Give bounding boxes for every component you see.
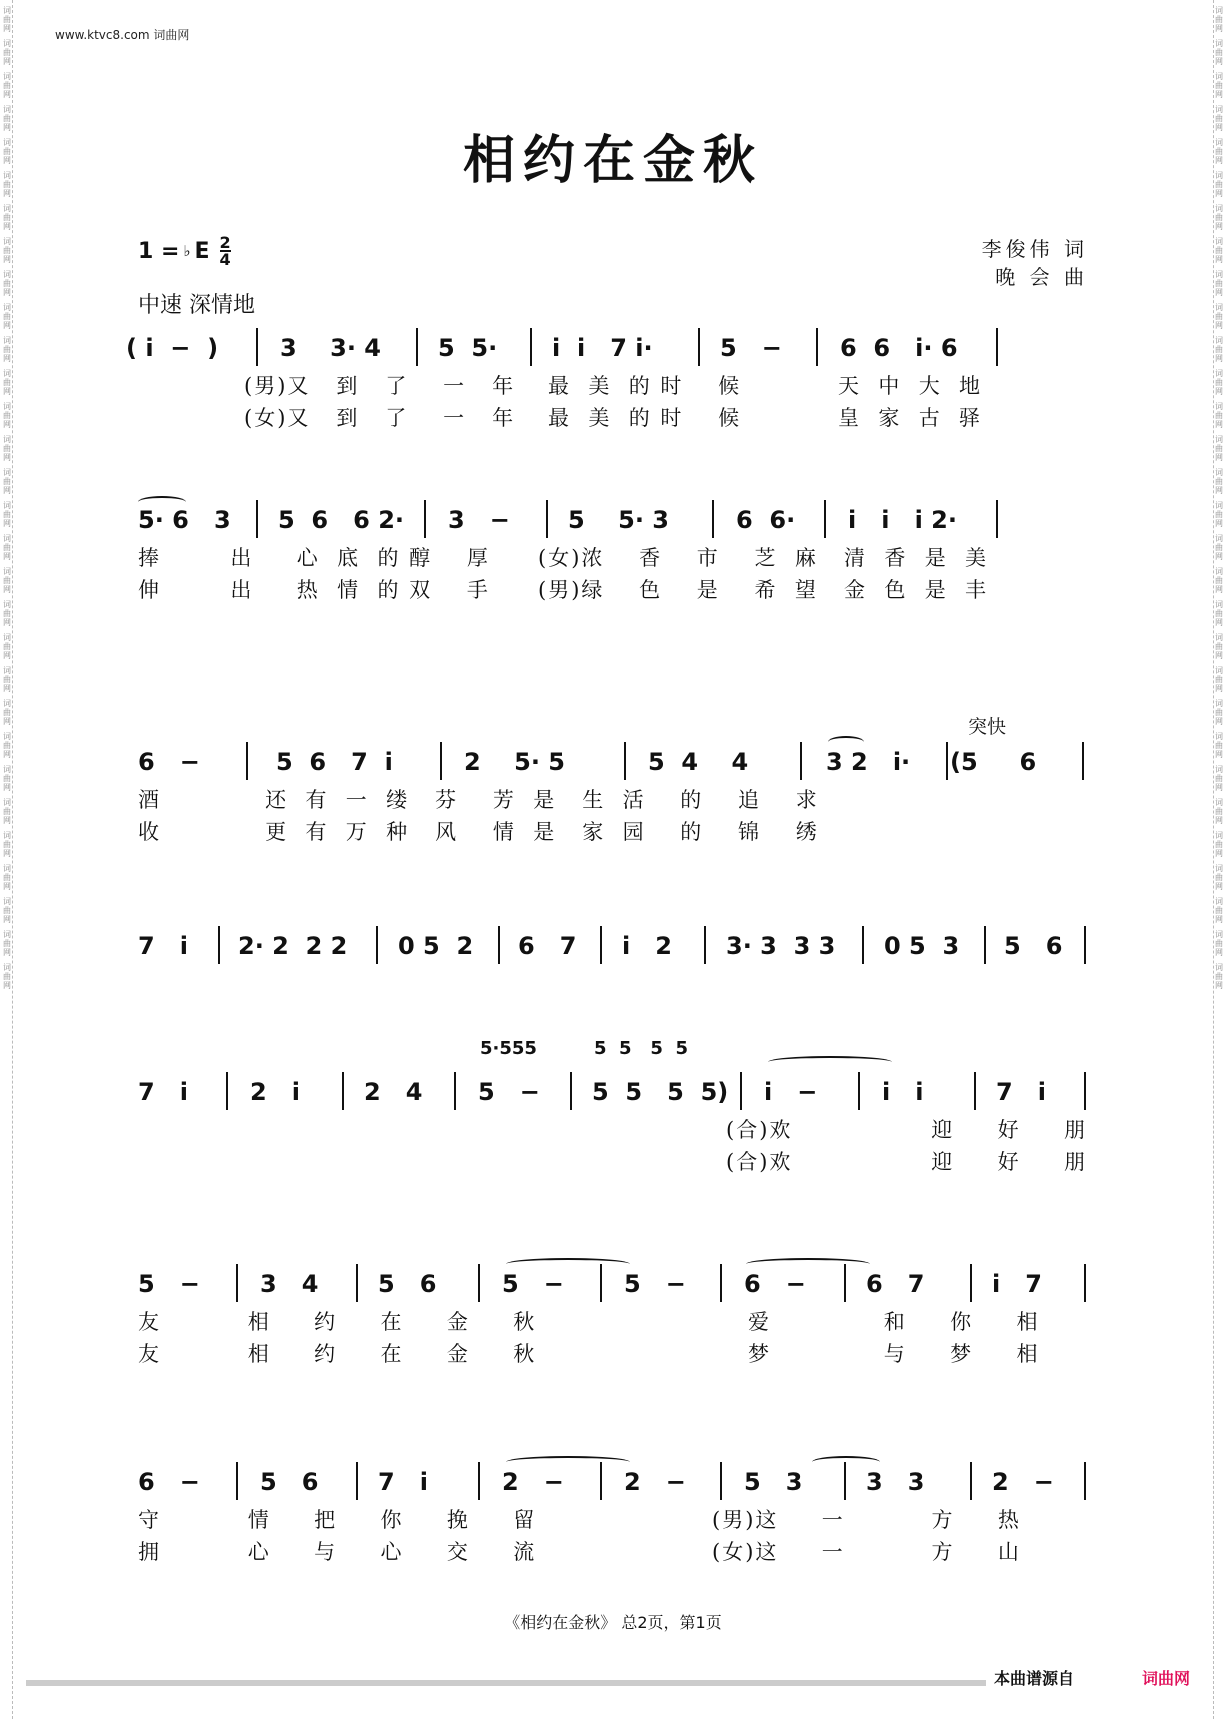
barline <box>704 926 706 964</box>
measure: 6 − <box>138 748 200 776</box>
lyric-phrase: 金 色 是 丰 <box>844 578 989 602</box>
barline <box>530 328 532 366</box>
lyric-phrase: 收 更 有 万 种 风 情 是 家 园 的 锦 绣 <box>138 820 819 844</box>
barline <box>246 742 248 780</box>
barline <box>226 1072 228 1110</box>
watermark-text: 词曲网 <box>1214 798 1224 825</box>
lyric-phrase: (女)又 到 了 一 年 <box>244 406 516 430</box>
measure: 3 3 <box>866 1468 925 1496</box>
measure: 5 − <box>138 1270 200 1298</box>
barline <box>376 926 378 964</box>
measure: 0 5 3 <box>884 932 960 960</box>
credits <box>982 235 1088 291</box>
measure: i i 7 i· <box>552 334 653 362</box>
watermark-text: 词曲网 <box>2 699 12 726</box>
barline <box>1084 926 1086 964</box>
watermark-text: 词曲网 <box>2 567 12 594</box>
measure: 2 − <box>992 1468 1054 1496</box>
watermark-text: 词曲网 <box>2 930 12 957</box>
footer-rule <box>26 1680 986 1686</box>
watermark-text: 词曲网 <box>2 600 12 627</box>
watermark-text: 词曲网 <box>2 798 12 825</box>
slur <box>768 1056 892 1068</box>
watermark-text: 词曲网 <box>1214 39 1224 66</box>
barline <box>698 328 700 366</box>
margin-watermark-right <box>1213 0 1224 1719</box>
lyric-phrase: (女)这 一 方 山 <box>712 1540 1021 1564</box>
barline <box>236 1264 238 1302</box>
lyric-phrase: 最 美 的 时 候 <box>548 406 742 430</box>
watermark-text: 词曲网 <box>1214 72 1224 99</box>
lyric-phrase: (男)这 一 方 热 <box>712 1508 1021 1532</box>
watermark-text: 词曲网 <box>2 369 12 396</box>
barline <box>1084 1462 1086 1500</box>
score-line-6 <box>138 1262 1090 1370</box>
watermark-text: 词曲网 <box>2 237 12 264</box>
watermark-text: 词曲网 <box>2 633 12 660</box>
watermark-text: 词曲网 <box>1214 468 1224 495</box>
lyrics-verse-1 <box>138 1306 1090 1338</box>
margin-watermark-left <box>2 0 13 1719</box>
score-line-2 <box>138 498 1090 606</box>
barline <box>498 926 500 964</box>
barline <box>546 500 548 538</box>
notes-row <box>138 1460 1090 1504</box>
key-prefix: 1 = <box>138 238 180 264</box>
watermark-text: 词曲网 <box>1214 6 1224 33</box>
barline <box>858 1072 860 1110</box>
watermark-text: 词曲网 <box>2 435 12 462</box>
barline <box>600 1264 602 1302</box>
measure: 6 7 <box>866 1270 925 1298</box>
barline <box>844 1264 846 1302</box>
barline <box>454 1072 456 1110</box>
barline <box>600 1462 602 1500</box>
watermark-text: 词曲网 <box>2 6 12 33</box>
watermark-text: 词曲网 <box>1214 864 1224 891</box>
barline <box>816 328 818 366</box>
measure: 5 − <box>502 1270 564 1298</box>
measure: 5· 6 3 <box>138 506 231 534</box>
measure: i 2 <box>622 932 672 960</box>
lyric-phrase: 酒 还 有 一 缕 芬 芳 是 生 活 的 追 求 <box>138 788 819 812</box>
barline <box>478 1264 480 1302</box>
watermark-text: 词曲网 <box>1214 171 1224 198</box>
site-url[interactable]: www.ktvc8.com 词曲网 <box>55 28 190 42</box>
barline <box>844 1462 846 1500</box>
score-line-4 <box>138 924 1090 968</box>
watermark-text: 词曲网 <box>2 72 12 99</box>
barline <box>974 1072 976 1110</box>
measure: 3 4 <box>260 1270 319 1298</box>
barline <box>984 926 986 964</box>
lyric-phrase: 拥 心 与 心 交 流 <box>138 1540 537 1564</box>
notes-row <box>138 1262 1090 1306</box>
measure: 7 i <box>138 1078 188 1106</box>
watermark-text: 词曲网 <box>1214 534 1224 561</box>
score-line-3 <box>138 740 1090 848</box>
watermark-text: 词曲网 <box>1214 369 1224 396</box>
watermark-text: 词曲网 <box>2 534 12 561</box>
lyric-phrase: (合)欢 迎 好 朋 <box>726 1118 1087 1142</box>
measure: 7 i <box>378 1468 428 1496</box>
lyric-phrase: (合)欢 迎 好 朋 <box>726 1150 1087 1174</box>
measure: 0 5 2 <box>398 932 474 960</box>
barline <box>946 742 948 780</box>
lyrics-verse-2 <box>138 1146 1090 1178</box>
lyric-phrase: 皇 家 古 驿 <box>838 406 983 430</box>
measure: 5 − <box>720 334 782 362</box>
notes-row <box>138 924 1090 968</box>
barline <box>720 1462 722 1500</box>
barline <box>356 1264 358 1302</box>
measure: 6 − <box>138 1468 200 1496</box>
measure: 6 6· <box>736 506 796 534</box>
measure: 3 2 i· <box>826 748 911 776</box>
barline <box>424 500 426 538</box>
lyrics-verse-1 <box>138 1504 1090 1536</box>
measure: 5 5· <box>438 334 498 362</box>
tempo-marking: 中速 深情地 <box>138 293 255 318</box>
page-footer: 《相约在金秋》 总2页，第1页 <box>504 1613 722 1632</box>
watermark-text: 词曲网 <box>1214 699 1224 726</box>
time-signature <box>220 235 231 267</box>
watermark-text: 词曲网 <box>2 765 12 792</box>
lyric-phrase: 清 香 是 美 <box>844 546 989 570</box>
time-den: 4 <box>219 250 231 269</box>
barline <box>256 328 258 366</box>
measure: 3· 3 3 3 <box>726 932 836 960</box>
notes-row <box>138 740 1090 784</box>
measure: i i i 2· <box>848 506 957 534</box>
barline <box>712 500 714 538</box>
watermark-text: 词曲网 <box>2 732 12 759</box>
barline <box>1084 1072 1086 1110</box>
key-signature <box>138 235 231 267</box>
lyric-phrase: (女)浓 香 市 芝 麻 <box>538 546 818 570</box>
measure: 5 − <box>478 1078 540 1106</box>
barline <box>256 500 258 538</box>
watermark-text: 词曲网 <box>1214 237 1224 264</box>
watermark-text: 词曲网 <box>1214 831 1224 858</box>
measure: i − <box>764 1078 818 1106</box>
lyrics-verse-2 <box>138 816 1090 848</box>
barline <box>1084 1264 1086 1302</box>
watermark-text: 词曲网 <box>1214 633 1224 660</box>
watermark-text: 词曲网 <box>2 270 12 297</box>
notes-row <box>138 1070 1090 1114</box>
watermark-text: 词曲网 <box>1214 138 1224 165</box>
key-note: E <box>194 238 210 264</box>
measure: 7 i <box>996 1078 1046 1106</box>
watermark-text: 词曲网 <box>1214 765 1224 792</box>
lyric-phrase: 爱 和 你 相 <box>748 1310 1040 1334</box>
song-title: 相约在金秋 <box>462 130 763 191</box>
score-line-5 <box>138 1038 1090 1178</box>
measure: 5 6 6 2· <box>278 506 405 534</box>
measure: 5 6 <box>260 1468 319 1496</box>
watermark-text: 词曲网 <box>1214 930 1224 957</box>
barline <box>342 1072 344 1110</box>
time-num: 2 <box>219 233 231 252</box>
watermark-text: 词曲网 <box>2 501 12 528</box>
measure: 6 7 <box>518 932 577 960</box>
measure: 2 i <box>250 1078 300 1106</box>
measure: 2 − <box>502 1468 564 1496</box>
lyric-phrase: 守 情 把 你 挽 留 <box>138 1508 537 1532</box>
watermark-text: 词曲网 <box>2 831 12 858</box>
lyrics-verse-2 <box>138 1536 1090 1568</box>
measure: 5 − <box>624 1270 686 1298</box>
watermark-text: 词曲网 <box>2 336 12 363</box>
watermark-text: 词曲网 <box>1214 105 1224 132</box>
barline <box>996 328 998 366</box>
measure: 5 6 7 i <box>276 748 393 776</box>
barline <box>970 1462 972 1500</box>
measure: 6 − <box>744 1270 806 1298</box>
measure: 7 i <box>138 932 188 960</box>
watermark-text: 词曲网 <box>2 666 12 693</box>
barline <box>996 500 998 538</box>
measure: 5 5 5 5) <box>592 1078 729 1106</box>
lyric-phrase: (男)又 到 了 一 年 <box>244 374 516 398</box>
watermark-text: 词曲网 <box>2 864 12 891</box>
measure: 2 − <box>624 1468 686 1496</box>
barline <box>600 926 602 964</box>
barline <box>416 328 418 366</box>
barline <box>440 742 442 780</box>
measure: ( i − ) <box>126 334 219 362</box>
score-line-7 <box>138 1460 1090 1568</box>
score-line-1 <box>126 326 1090 434</box>
watermark-text: 词曲网 <box>1214 600 1224 627</box>
measure: 6 6 i· 6 <box>840 334 958 362</box>
watermark-text: 词曲网 <box>2 468 12 495</box>
watermark-text: 词曲网 <box>1214 501 1224 528</box>
watermark-text: 词曲网 <box>2 105 12 132</box>
watermark-text: 词曲网 <box>1214 732 1224 759</box>
measure: 5 6 <box>1004 932 1063 960</box>
composer: 晚 会 曲 <box>995 265 1088 289</box>
upper-voice: 5·555 <box>480 1038 537 1059</box>
barline <box>570 1072 572 1110</box>
lyrics-verse-1 <box>138 542 1090 574</box>
lyric-phrase: 捧 出 心 底 的 醇 厚 <box>138 546 490 570</box>
lyric-phrase: 友 相 约 在 金 秋 <box>138 1342 537 1366</box>
barline <box>740 1072 742 1110</box>
watermark-text: 词曲网 <box>2 963 12 990</box>
watermark-text: 词曲网 <box>2 303 12 330</box>
tempo-change: 突快 <box>968 716 1007 738</box>
barline <box>218 926 220 964</box>
lyrics-verse-2 <box>138 574 1090 606</box>
lyric-phrase: 天 中 大 地 <box>838 374 983 398</box>
barline <box>1082 742 1084 780</box>
measure: 3 − <box>448 506 510 534</box>
lyric-phrase: 友 相 约 在 金 秋 <box>138 1310 537 1334</box>
lyrics-verse-1 <box>138 1114 1090 1146</box>
notes-row <box>138 498 1090 542</box>
brand-link[interactable]: 词曲网 <box>1142 1669 1191 1688</box>
barline <box>824 500 826 538</box>
measure: 2· 2 2 2 <box>238 932 348 960</box>
watermark-text: 词曲网 <box>1214 336 1224 363</box>
measure: i i <box>882 1078 924 1106</box>
watermark-text: 词曲网 <box>2 402 12 429</box>
measure: 5 4 4 <box>648 748 749 776</box>
barline <box>970 1264 972 1302</box>
measure: 2 5· 5 <box>464 748 565 776</box>
lyrics-verse-2 <box>138 1338 1090 1370</box>
watermark-text: 词曲网 <box>1214 666 1224 693</box>
lyrics-verse-2 <box>138 402 1090 434</box>
lyric-phrase: 伸 出 热 情 的 双 手 <box>138 578 490 602</box>
watermark-text: 词曲网 <box>1214 567 1224 594</box>
barline <box>800 742 802 780</box>
measure: 5 3 <box>744 1468 803 1496</box>
lyrics-verse-1 <box>138 370 1090 402</box>
lyric-phrase: 最 美 的 时 候 <box>548 374 742 398</box>
watermark-text: 词曲网 <box>1214 303 1224 330</box>
measure: 5 6 <box>378 1270 437 1298</box>
watermark-text: 词曲网 <box>1214 402 1224 429</box>
lyricist: 李俊伟 词 <box>981 237 1088 261</box>
lyric-phrase: 梦 与 梦 相 <box>748 1342 1040 1366</box>
measure: 5 5· 3 <box>568 506 669 534</box>
lyrics-verse-1 <box>138 784 1090 816</box>
source-label: 本曲谱源自 <box>994 1669 1075 1688</box>
measure: 2 4 <box>364 1078 423 1106</box>
barline <box>720 1264 722 1302</box>
watermark-text: 词曲网 <box>2 138 12 165</box>
watermark-text: 词曲网 <box>1214 963 1224 990</box>
flat-sign: ♭ <box>183 242 191 260</box>
watermark-text: 词曲网 <box>2 39 12 66</box>
watermark-text: 词曲网 <box>1214 897 1224 924</box>
measure: (5 6 <box>950 748 1037 776</box>
barline <box>236 1462 238 1500</box>
measure: 3 3· 4 <box>280 334 381 362</box>
watermark-text: 词曲网 <box>1214 270 1224 297</box>
watermark-text: 词曲网 <box>2 897 12 924</box>
notes-row <box>126 326 1090 370</box>
watermark-text: 词曲网 <box>1214 204 1224 231</box>
watermark-text: 词曲网 <box>2 171 12 198</box>
watermark-text: 词曲网 <box>2 204 12 231</box>
barline <box>478 1462 480 1500</box>
watermark-text: 词曲网 <box>1214 435 1224 462</box>
measure: i 7 <box>992 1270 1042 1298</box>
barline <box>862 926 864 964</box>
barline <box>624 742 626 780</box>
lyric-phrase: (男)绿 色 是 希 望 <box>538 578 818 602</box>
upper-voice: 5 5 5 5 <box>594 1038 688 1059</box>
barline <box>356 1462 358 1500</box>
